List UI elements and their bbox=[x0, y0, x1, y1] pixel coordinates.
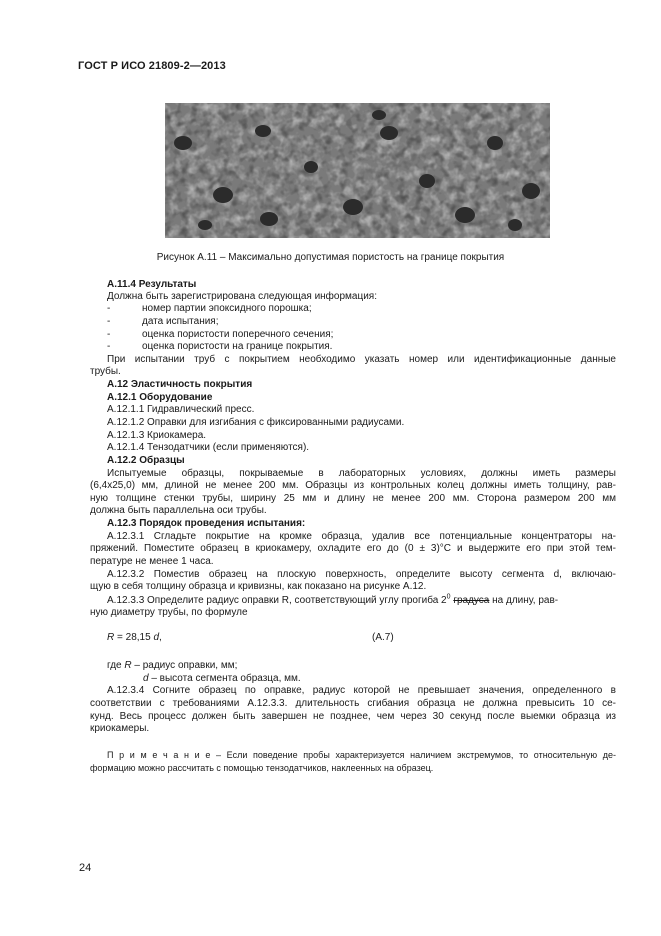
where-prefix: где bbox=[107, 660, 125, 671]
formula-rhs: = 28,15 bbox=[114, 632, 154, 643]
pore bbox=[343, 199, 363, 215]
page-number: 24 bbox=[79, 862, 92, 874]
procedure-1234-line: кунд. Весь процесс должен быть завершен не позднее, чем через 30 секунд после выемки образца из bbox=[90, 711, 616, 722]
samples-heading: А.12.2 Образцы bbox=[107, 455, 185, 466]
samples-line: Испытуемые образцы, покрываемые в лабораторных условиях, должны иметь размеры bbox=[107, 468, 616, 479]
pore bbox=[419, 174, 435, 188]
samples-line: ную толщине стенки трубы, ширину 25 мм и длину не менее 200 мм. Сторона размером 200 мм bbox=[90, 493, 616, 504]
equipment-item: А.12.1.2 Оправки для изгибания с фиксированными радиусами. bbox=[107, 417, 405, 428]
struck-word: градуса bbox=[453, 595, 490, 606]
results-bullet: - bbox=[107, 341, 111, 352]
procedure-1233-text: А.12.3.3 Определите радиус оправки R, соответствующий углу прогиба 2 bbox=[107, 595, 447, 606]
pore bbox=[198, 220, 212, 230]
procedure-1231-line: А.12.3.1 Сгладьте покрытие на кромке образца, удалив все потенциальные концентраторы на- bbox=[107, 531, 616, 542]
samples-line: должна быть параллельна оси трубы. bbox=[90, 505, 267, 516]
procedure-1233-line bbox=[107, 595, 558, 607]
pore bbox=[255, 125, 271, 137]
elasticity-heading: А.12 Эластичность покрытия bbox=[107, 379, 253, 390]
pore bbox=[508, 219, 522, 231]
pore bbox=[213, 187, 233, 203]
formula-var-d: d bbox=[153, 632, 159, 643]
note-line bbox=[107, 749, 616, 761]
results-item: оценка пористости на границе покрытия. bbox=[142, 341, 333, 352]
pore bbox=[380, 126, 398, 140]
pore bbox=[522, 183, 540, 199]
pore bbox=[455, 207, 475, 223]
results-item: оценка пористости поперечного сечения; bbox=[142, 329, 334, 340]
where-r-def: – радиус оправки, мм; bbox=[131, 660, 238, 671]
procedure-1232-line: А.12.3.2 Поместив образец на плоскую поверхность, определите высоту сегмента d, включаю- bbox=[107, 569, 616, 580]
procedure-1233-text-end: на длину, рав- bbox=[489, 595, 559, 606]
procedure-1234-line: А.12.3.4 Согните образец по оправке, радиус которой не превышает значения, определенного в bbox=[107, 685, 616, 696]
pore bbox=[304, 161, 318, 173]
micrograph-dark-texture bbox=[165, 103, 550, 238]
results-item: дата испытания; bbox=[142, 316, 219, 327]
procedure-1234-line: криокамеры. bbox=[90, 723, 150, 734]
results-intro: Должна быть зарегистрирована следующая информация: bbox=[107, 291, 377, 302]
procedure-1232-line: щую в себя толщину образца и кривизны, как показано на рисунке А.12. bbox=[90, 581, 427, 592]
samples-line: (6,4х25,0) мм, длиной не менее 200 мм. Образцы из контрольных колец должны иметь толщину, рав- bbox=[90, 480, 616, 491]
results-bullet: - bbox=[107, 329, 111, 340]
where-r-var: R bbox=[124, 660, 132, 671]
pore bbox=[487, 136, 503, 150]
procedure-1231-line: пряжений. Поместите образец в криокамеру, охладите его до (0 ± 3)°С и выдержите его при этой тем- bbox=[90, 543, 616, 554]
results-heading: А.11.4 Результаты bbox=[107, 279, 197, 290]
note-line: формацию можно рассчитать с помощью тензодатчиков, наклеенных на образец. bbox=[90, 763, 434, 773]
procedure-heading: А.12.3 Порядок проведения испытания: bbox=[107, 518, 306, 529]
equipment-item: А.12.1.3 Криокамера. bbox=[107, 430, 207, 441]
where-line bbox=[143, 673, 301, 685]
formula bbox=[107, 632, 162, 644]
note-text: – Если поведение пробы характеризуется наличием экстремумов, то относительную де- bbox=[210, 750, 616, 760]
porosity-micrograph bbox=[165, 103, 550, 238]
procedure-1234-line: соответствии с требованиями А.12.3.3. длительность сгибания образца не должна превысить 10 се- bbox=[90, 698, 616, 709]
results-bullet: - bbox=[107, 303, 111, 314]
results-paragraph-line: При испытании труб с покрытием необходимо указать номер или идентификационные данные bbox=[107, 354, 616, 365]
pore bbox=[174, 136, 192, 150]
document-header: ГОСТ Р ИСО 21809-2—2013 bbox=[78, 60, 226, 72]
formula-number: (А.7) bbox=[372, 632, 394, 643]
equipment-heading: А.12.1 Оборудование bbox=[107, 392, 213, 403]
procedure-1233-line: ную диаметру трубы, по формуле bbox=[90, 607, 248, 618]
where-d-def: – высота сегмента образца, мм. bbox=[148, 673, 301, 684]
where-d-var: d bbox=[143, 673, 149, 684]
note-label: П р и м е ч а н и е bbox=[107, 750, 211, 760]
figure-caption: Рисунок А.11 – Максимально допустимая пористость на границе покрытия bbox=[156, 252, 505, 263]
equipment-item: А.12.1.1 Гидравлический пресс. bbox=[107, 404, 255, 415]
formula-var-r: R bbox=[107, 632, 115, 643]
where-line bbox=[107, 660, 237, 672]
results-paragraph-line: трубы. bbox=[90, 366, 121, 377]
formula-end: , bbox=[159, 632, 162, 643]
results-item: номер партии эпоксидного порошка; bbox=[142, 303, 312, 314]
degree-superscript: 0 bbox=[446, 593, 451, 601]
procedure-1231-line: пературе не менее 1 часа. bbox=[90, 556, 214, 567]
pore bbox=[260, 212, 278, 226]
results-bullet: - bbox=[107, 316, 111, 327]
equipment-item: А.12.1.4 Тензодатчики (если применяются). bbox=[107, 442, 310, 453]
pore bbox=[372, 110, 386, 120]
